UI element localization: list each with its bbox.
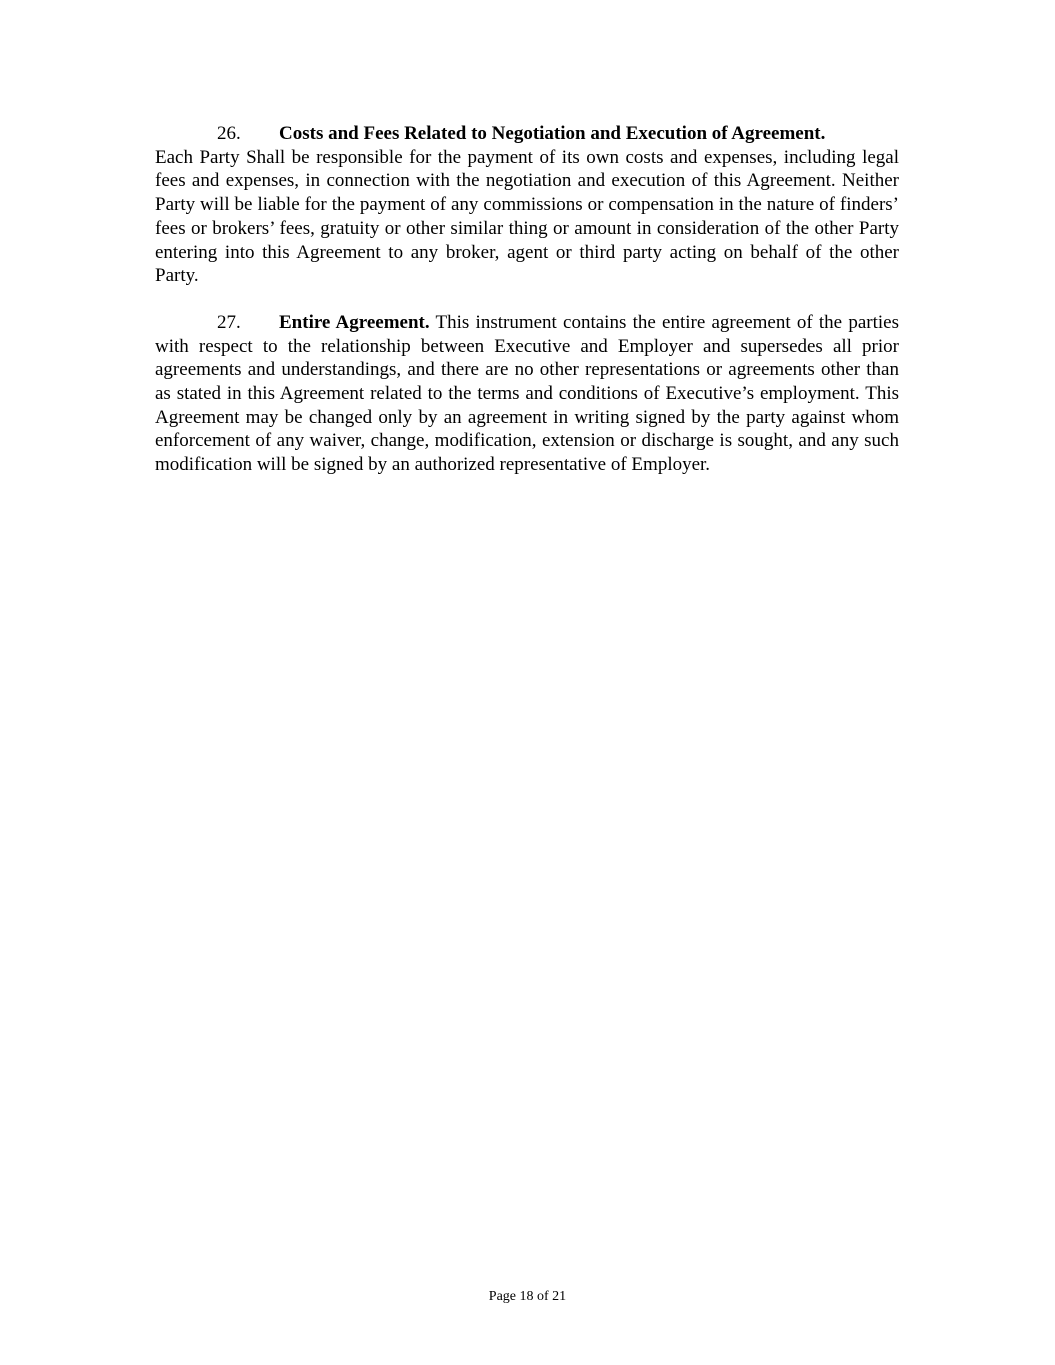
- section-text: This instrument contains the entire agreement of the parties with respect to the relationship between Executive and Employer and supersedes all prior agreements and understandings, and there are no other representations or agreements other than as stated in this Agreement related to the terms and conditions of Executive’s employment. This Agreement may be changed only by an agreement in writing signed by the party against whom enforcement of any waiver, change, modification, extension or discharge is sought, and any such modification will be signed by an authorized representative of Employer.: [155, 311, 899, 476]
- section-number: 27.: [217, 311, 241, 333]
- section-27: [155, 311, 899, 477]
- section-heading: Entire Agreement.: [279, 311, 430, 333]
- section-text: Each Party Shall be responsible for the payment of its own costs and expenses, including legal fees and expenses, in connection with the negotiation and execution of this Agreement. Neither Party will be liable for the payment of any commissions or compensation in the nature of finders’ fees or brokers’ fees, gratuity or other similar thing or amount in consideration of the other Party entering into this Agreement to any broker, agent or third party acting on behalf of the other Party.: [155, 146, 899, 287]
- page-footer: Page 18 of 21: [488, 1289, 567, 1304]
- section-26: [155, 122, 899, 288]
- section-number: 26.: [217, 123, 241, 144]
- document-body: [155, 122, 899, 500]
- section-heading: Costs and Fees Related to Negotiation and Execution of Agreement.: [279, 123, 826, 144]
